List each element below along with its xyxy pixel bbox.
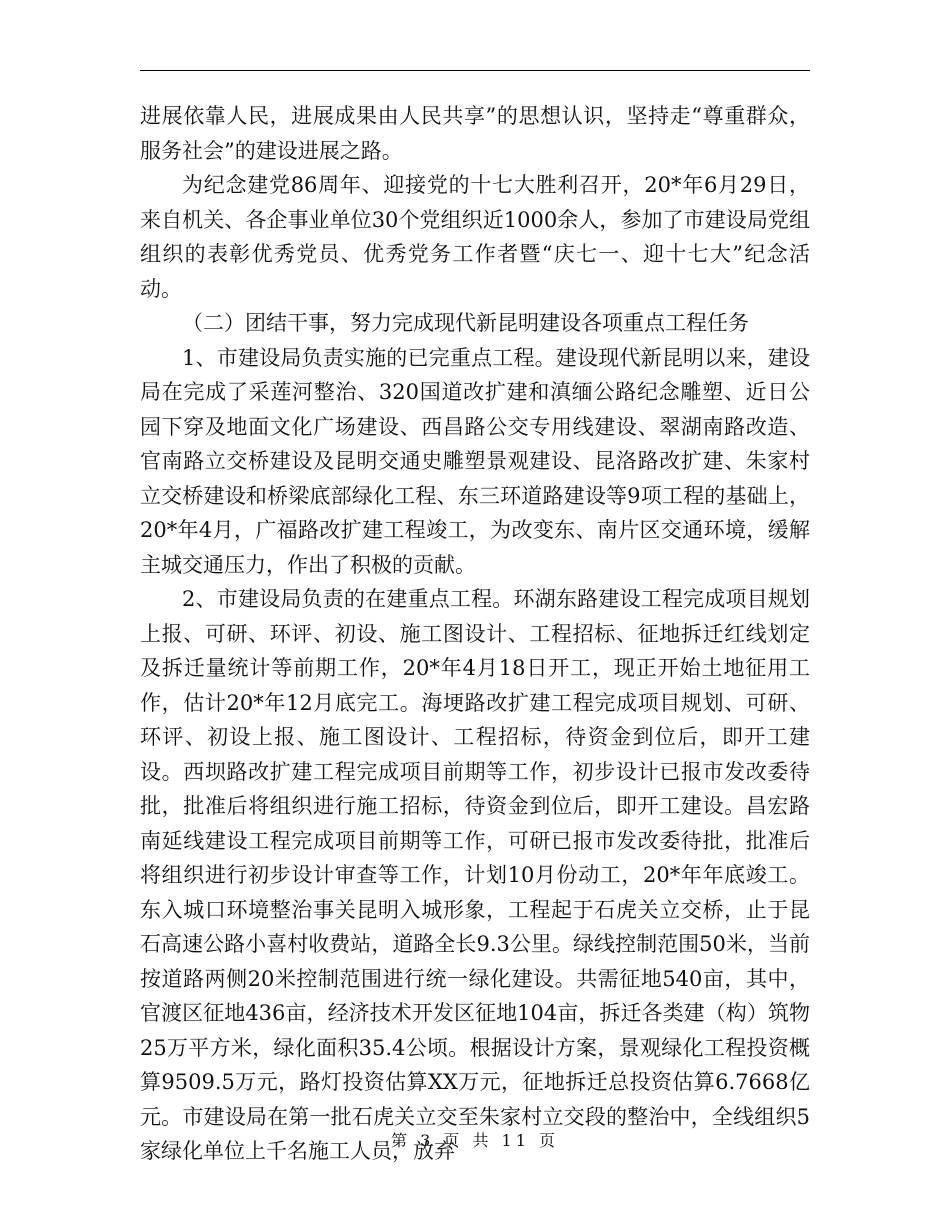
header-rule <box>140 70 810 71</box>
paragraph-continuation: 进展依靠人民，进展成果由人民共享”的思想认识，坚持走“尊重群众，服务社会”的建设进展之路。 <box>140 104 810 163</box>
paragraph-ongoing-projects: 2、市建设局负责的在建重点工程。环湖东路建设工程完成项目规划上报、可研、环评、初设、施工图设计、工程招标、征地拆迁红线划定及拆迁量统计等前期工作，20*年4月18日开工，现正开始土地征用工作，估计20*年12月底完工。海埂路改扩建工程完成项目规划、可研、环评、初设上报、施工图设计、工程招标，待资金到位后，即开工建设。西坝路改扩建工程完成项目前期等工作，初步设计已报市发改委待批，批准后将组织进行施工招标，待资金到位后，即开工建设。昌宏路南延线建设工程完成项目前期等工作，可研已报市发改委待批，批准后将组织进行初步设计审查等工作，计划10月份动工，20*年年底竣工。东入城口环境整治事关昆明入城形象，工程起于石虎关立交桥，止于昆石高速公路小喜村收费站，道路全长9.3公里。绿线控制范围50米，当前按道路两侧20米控制范围进行统一绿化建设。共需征地540亩，其中，官渡区征地436亩，经济技术开发区征地104亩，拆迁各类建（构）筑物25万平方米，绿化面积35.4公顷。根据设计方案，景观绿化工程投资概算9509.5万元，路灯投资估算XX万元，征地拆迁总投资估算6.7668亿元。市建设局在第一批石虎关立交至朱家村立交段的整治中，全线组织5家绿化单位上千名施工人员，放弃 <box>140 587 810 1163</box>
page-footer: 第 3 页 共 11 页 <box>391 1131 559 1150</box>
section-heading: （二）团结干事，努力完成现代新昆明建设各项重点工程任务 <box>182 311 749 335</box>
body-text <box>140 99 810 1169</box>
paragraph-completed-projects: 1、市建设局负责实施的已完重点工程。建设现代新昆明以来，建设局在完成了采莲河整治、320国道改扩建和滇缅公路纪念雕塑、近日公园下穿及地面文化广场建设、西昌路公交专用线建设、翠湖南路改造、官南路立交桥建设及昆明交通史雕塑景观建设、昆洛路改扩建、朱家村立交桥建设和桥梁底部绿化工程、东三环道路建设等9项工程的基础上，20*年4月，广福路改扩建工程竣工，为改变东、南片区交通环境，缓解主城交通压力，作出了积极的贡献。 <box>140 345 810 577</box>
paragraph-anniversary: 为纪念建党86周年、迎接党的十七大胜利召开，20*年6月29日，来自机关、各企事业单位30个党组织近1000余人，参加了市建设局党组组织的表彰优秀党员、优秀党务工作者暨“庆七一、迎十七大”纪念活动。 <box>140 173 810 301</box>
